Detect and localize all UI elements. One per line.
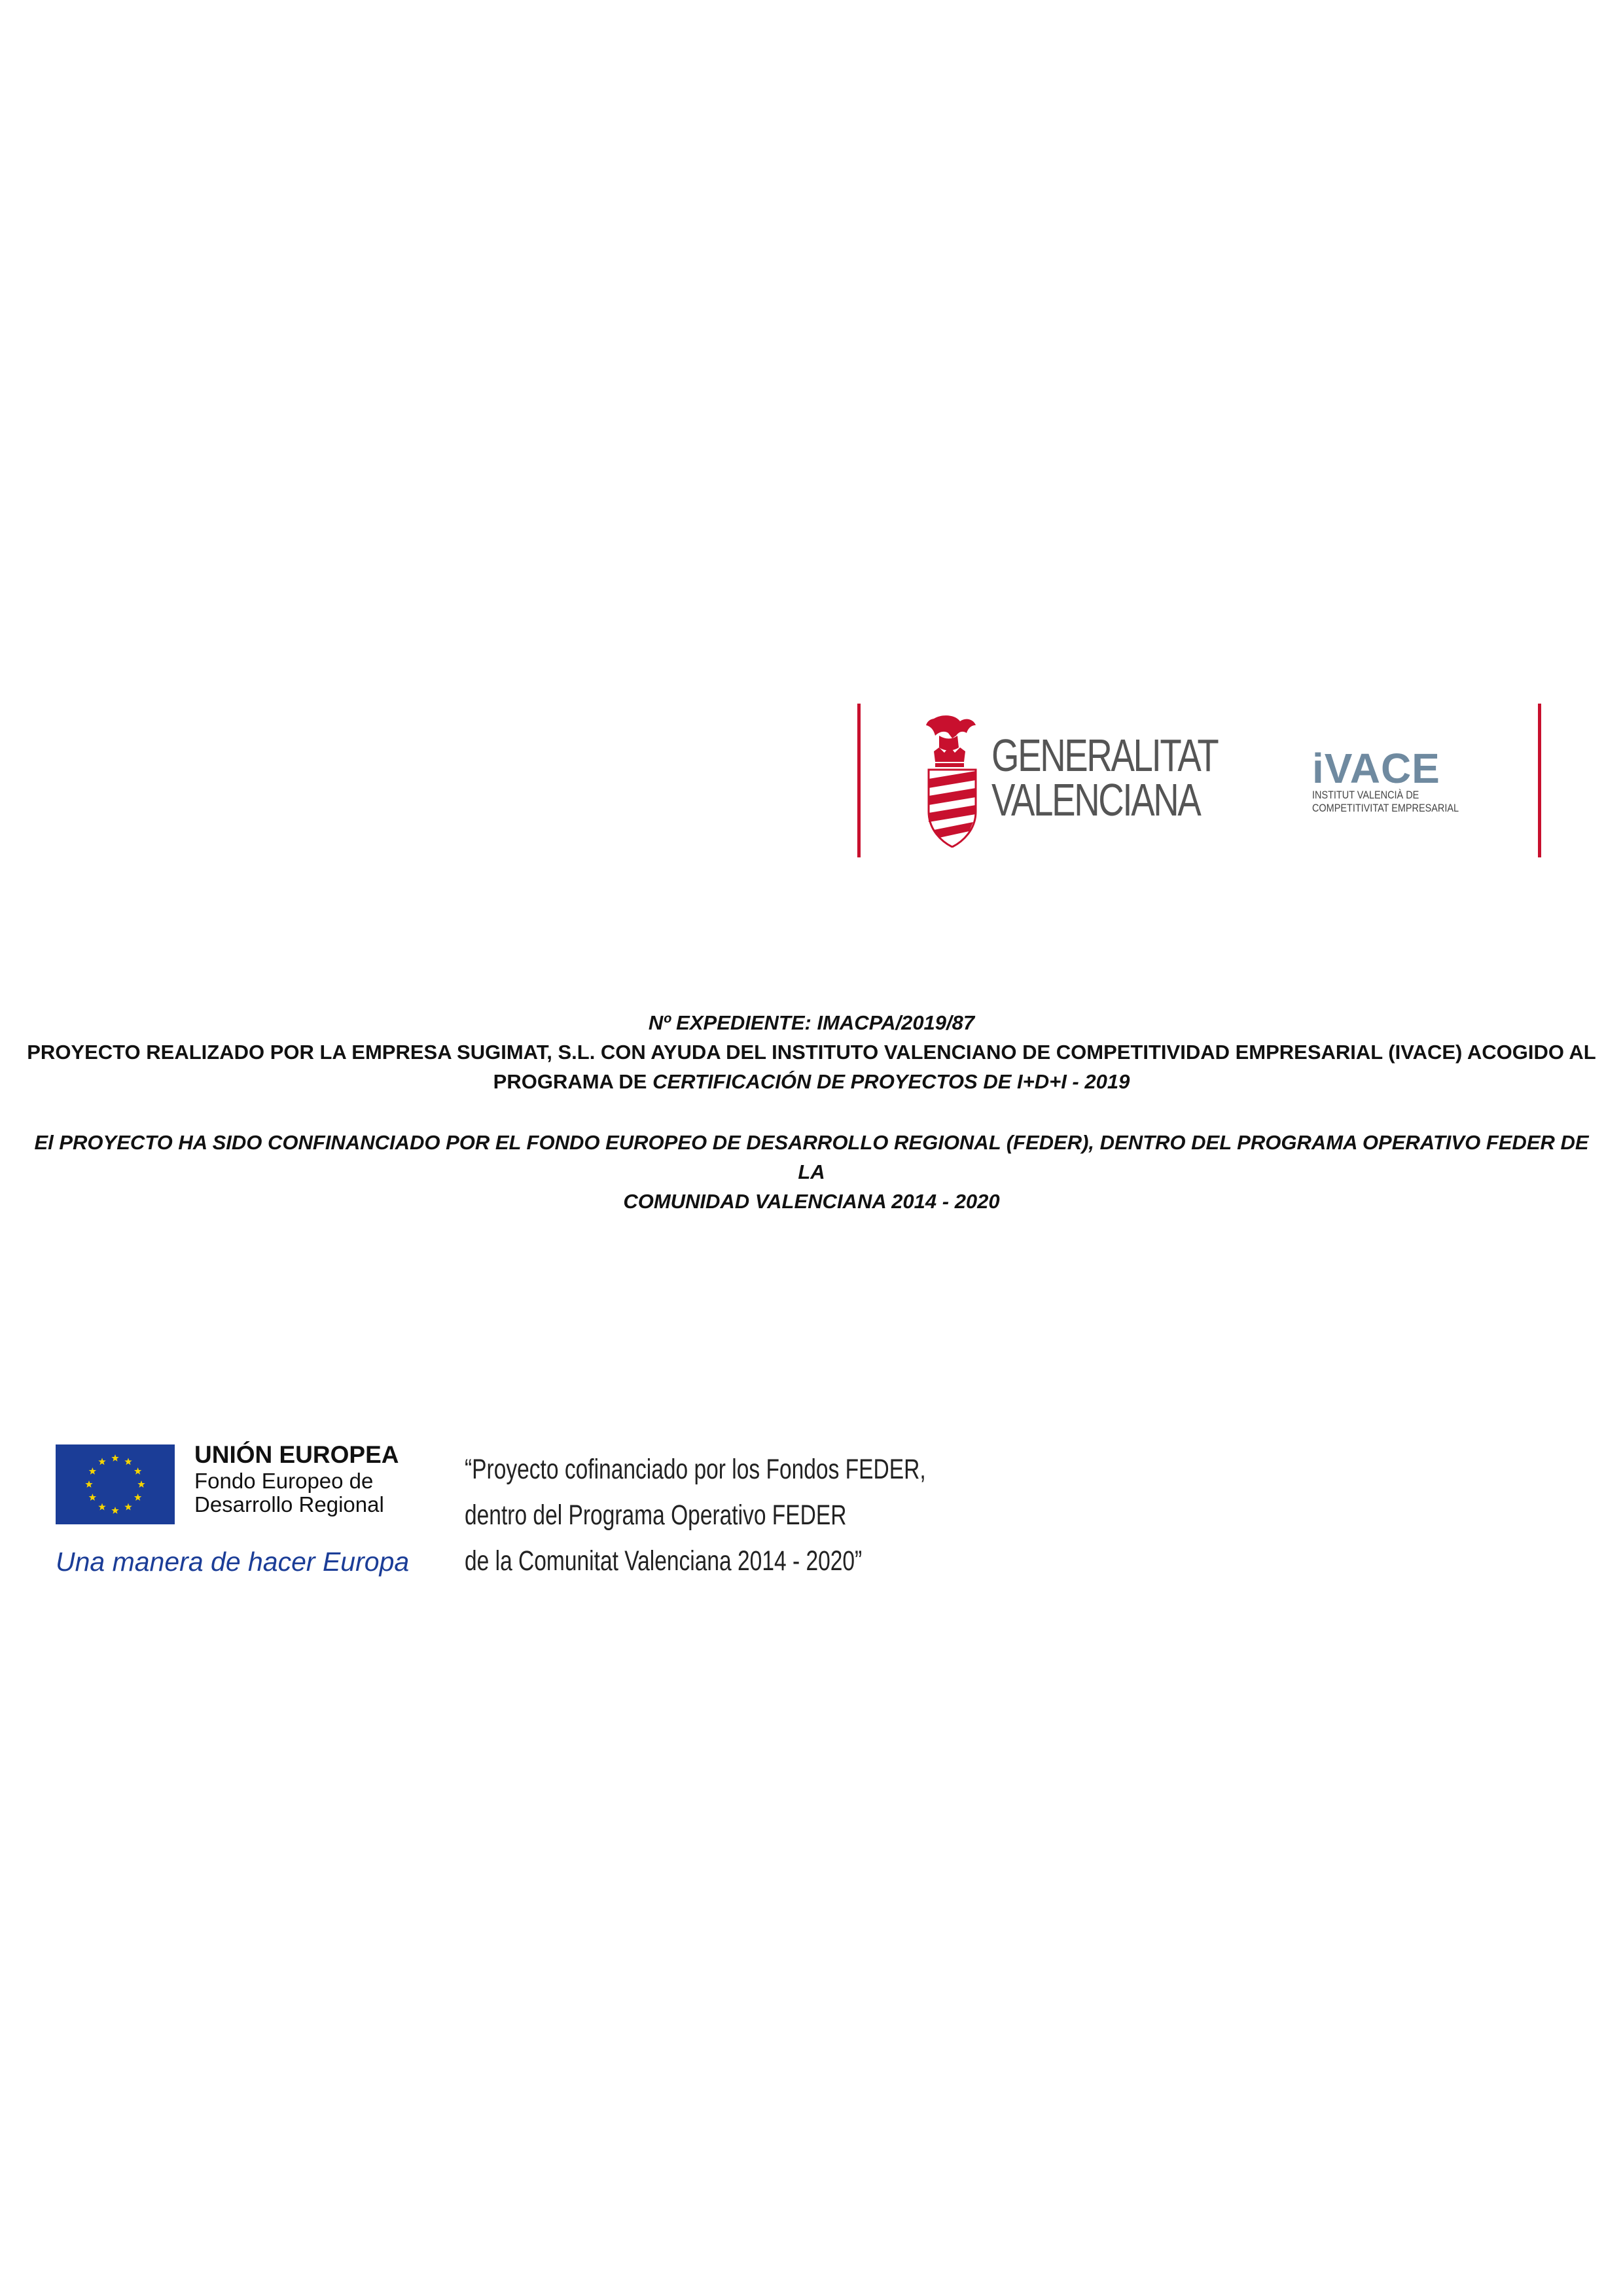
eu-fund-line1: Fondo Europeo de: [194, 1469, 374, 1493]
eu-title: UNIÓN EUROPEA: [194, 1441, 399, 1468]
ivace-subtitle-line1: INSTITUT VALENCIÀ DE: [1312, 789, 1419, 801]
generalitat-line2: VALENCIANA: [991, 774, 1200, 825]
eu-feder-logo: [56, 1437, 422, 1594]
eu-fund-name: [194, 1469, 384, 1516]
partner-logos-bar: [857, 704, 1544, 857]
eu-fund-line2: Desarrollo Regional: [194, 1492, 384, 1516]
expediente-number: Nº EXPEDIENTE: IMACPA/2019/87: [648, 1011, 975, 1034]
ivace-subtitle-line2: COMPETITIVITAT EMPRESARIAL: [1312, 802, 1459, 814]
eu-flag-icon: [56, 1444, 175, 1524]
program-line: [26, 1067, 1597, 1096]
feder-quote-line1: “Proyecto cofinanciado por los Fondos FEDER,: [465, 1454, 926, 1485]
generalitat-wordmark: [991, 730, 1218, 825]
feder-quote: [465, 1446, 926, 1584]
project-description-line: PROYECTO REALIZADO POR LA EMPRESA SUGIMAT, S.L. CON AYUDA DEL INSTITUTO VALENCIANO DE COMPETITIVIDAD EMPRESARIAL (IVACE) ACOGIDO AL: [27, 1041, 1596, 1064]
eu-motto: Una manera de hacer Europa: [56, 1547, 410, 1577]
feder-quote-line3: de la Comunitat Valenciana 2014 - 2020”: [465, 1545, 863, 1577]
feder-quote-line2: dentro del Programa Operativo FEDER: [465, 1499, 847, 1531]
generalitat-emblem-icon: [919, 713, 985, 848]
ivace-wordmark: iVACE: [1312, 745, 1440, 792]
cofinancing-line1: El PROYECTO HA SIDO CONFINANCIADO POR EL FONDO EUROPEO DE DESARROLLO REGIONAL (FEDER), DENTRO DEL PROGRAMA OPERATIVO FEDER DE LA: [34, 1131, 1589, 1183]
left-divider: [857, 704, 861, 857]
ivace-logo: [1312, 745, 1482, 827]
right-divider: [1538, 704, 1541, 857]
program-prefix: PROGRAMA DE: [493, 1070, 653, 1093]
cofinancing-block: [26, 1128, 1597, 1216]
program-name: CERTIFICACIÓN DE PROYECTOS DE I+D+I - 2019: [652, 1070, 1130, 1093]
generalitat-line1: GENERALITAT: [991, 730, 1218, 781]
project-info-block: [26, 1008, 1597, 1096]
cofinancing-line2: COMUNIDAD VALENCIANA 2014 - 2020: [623, 1190, 1000, 1213]
generalitat-valenciana-logo: [919, 713, 1218, 848]
